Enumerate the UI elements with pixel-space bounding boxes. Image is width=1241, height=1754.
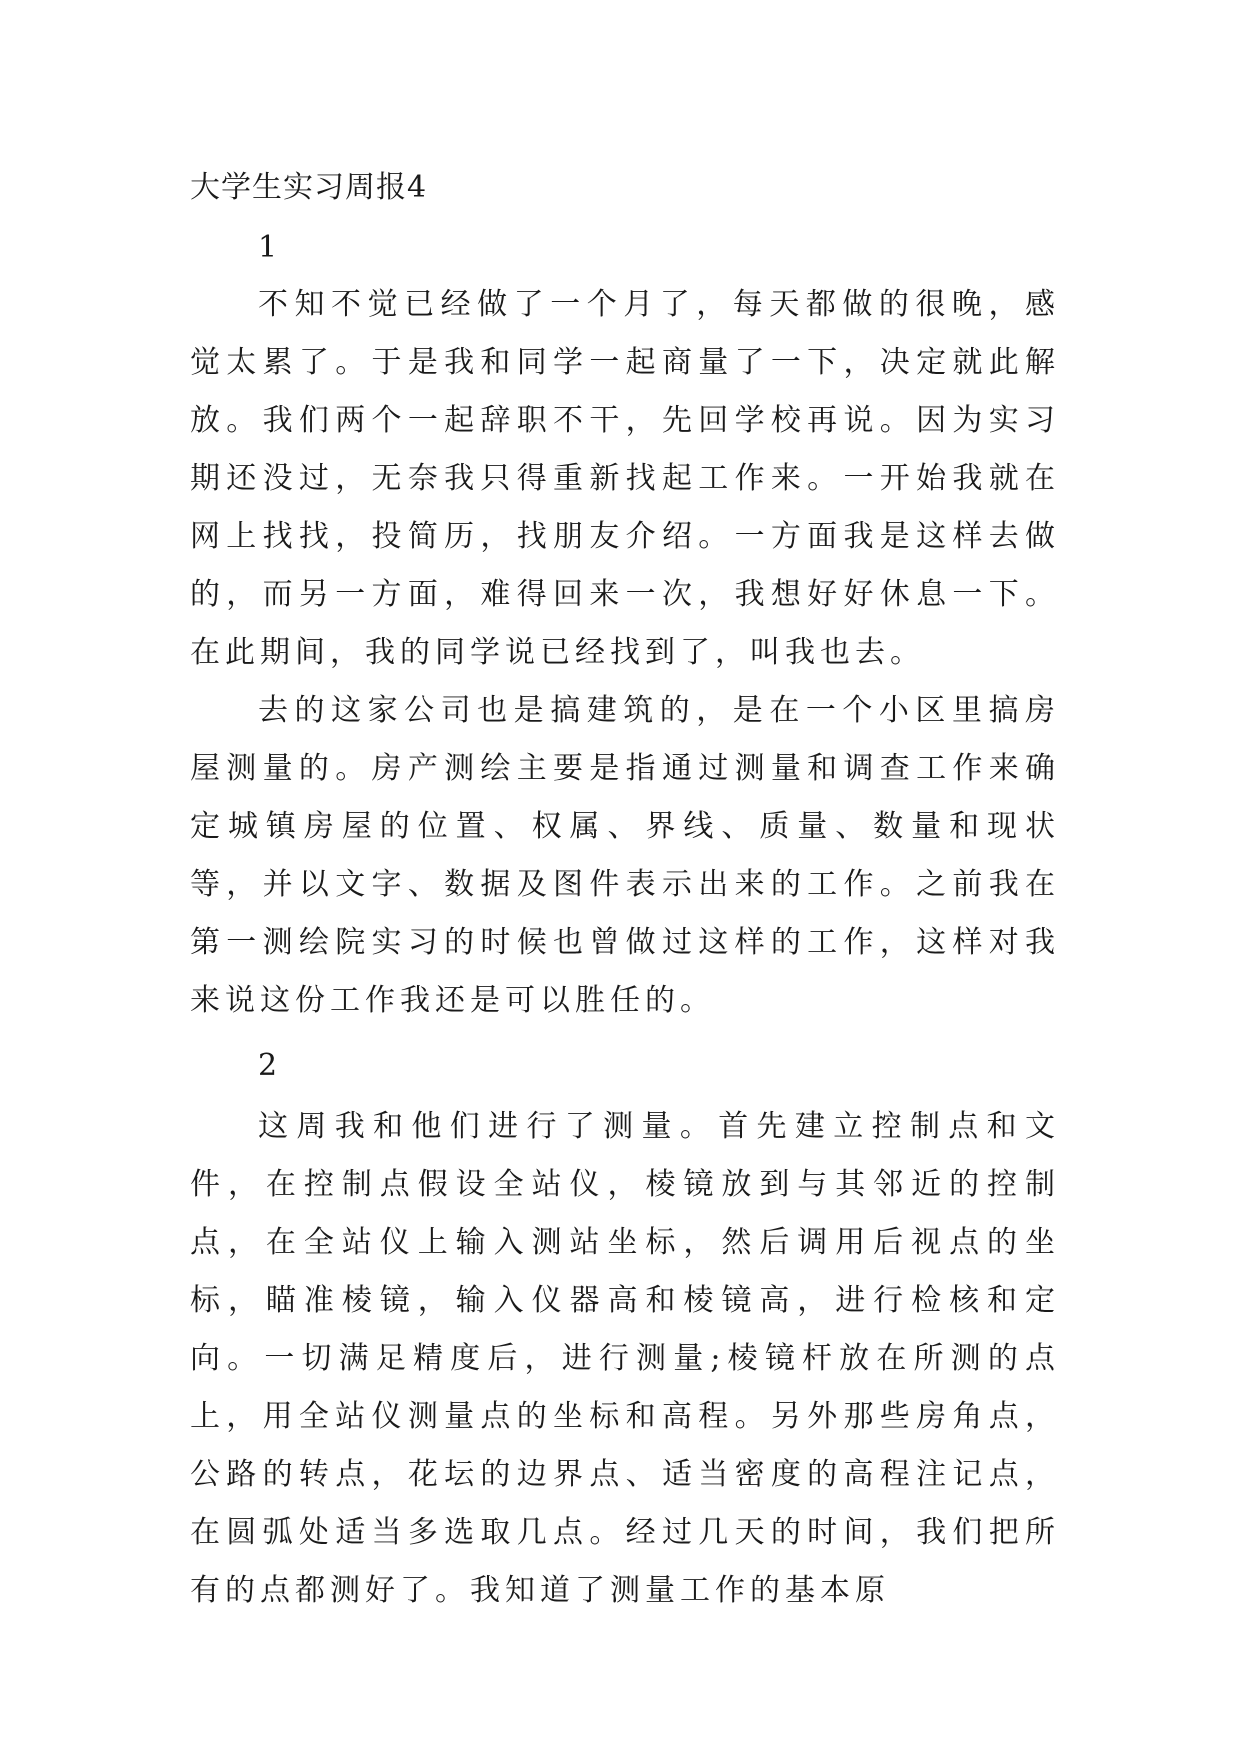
section-number: 2 [258,1048,278,1083]
paragraph: 不知不觉已经做了一个月了，每天都做的很晚，感觉太累了。于是我和同学一起商量了一下，决定就此解放。我们两个一起辞职不干，先回学校再说。因为实习期还没过，无奈我只得重新找起工作来。一开始我就在网上找找，投简历，找朋友介绍。一方面我是这样去做的，而另一方面，难得回来一次，我想好好休息一下。在此期间，我的同学说已经找到了，叫我也去。 [190,287,1060,670]
paragraph: 这周我和他们进行了测量。首先建立控制点和文件，在控制点假设全站仪，棱镜放到与其邻近的控制点，在全站仪上输入测站坐标，然后调用后视点的坐标，瞄准棱镜，输入仪器高和棱镜高，进行检核和定向。一切满足精度后，进行测量;棱镜杆放在所测的点上，用全站仪测量点的坐标和高程。另外那些房角点，公路的转点，花坛的边界点、适当密度的高程注记点，在圆弧处适当多选取几点。经过几天的时间，我们把所有的点都测好了。我知道了测量工作的基本原 [190,1109,1060,1608]
document-title: 大学生实习周报4 [190,170,428,205]
section-2 [190,1038,1060,1620]
section-1 [190,220,1060,1030]
paragraph: 去的这家公司也是搞建筑的，是在一个小区里搞房屋测量的。房产测绘主要是指通过测量和调查工作来确定城镇房屋的位置、权属、界线、质量、数量和现状等，并以文字、数据及图件表示出来的工作。之前我在第一测绘院实习的时候也曾做过这样的工作，这样对我来说这份工作我还是可以胜任的。 [190,693,1060,1018]
section-number: 1 [258,230,278,265]
document-page [190,160,1060,1620]
